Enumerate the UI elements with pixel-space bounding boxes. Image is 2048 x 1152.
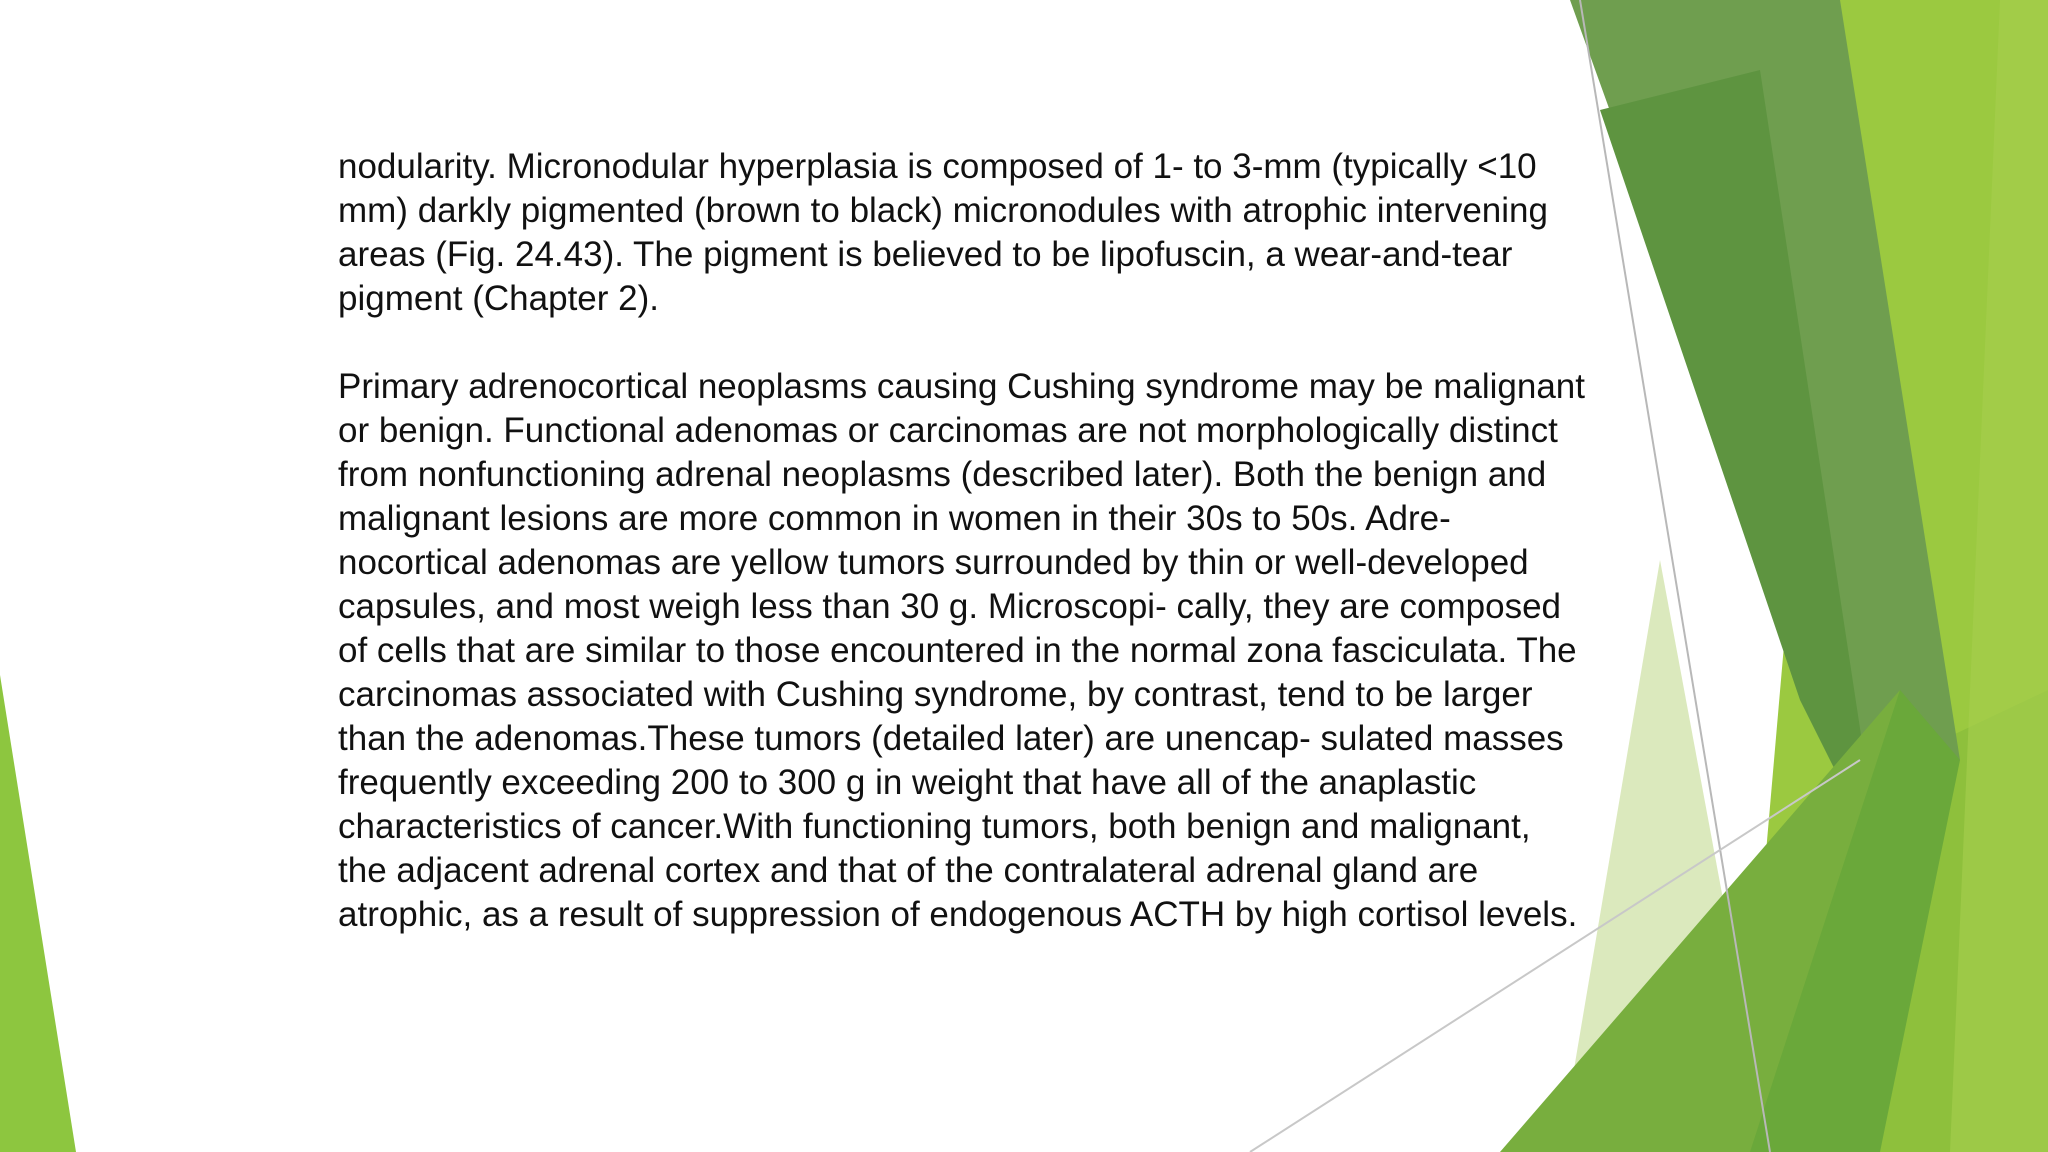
text-line: the adjacent adrenal cortex and that of the contralateral adrenal gland are (338, 851, 1479, 890)
paragraph-micronodular-hyperplasia (338, 145, 1678, 321)
text-line: nodularity. Micronodular hyperplasia is composed of 1- to 3-mm (typically <10 (338, 147, 1537, 186)
text-line: than the adenomas.These tumors (detailed later) are unencap- sulated masses (338, 719, 1564, 758)
text-line: of cells that are similar to those encountered in the normal zona fasciculata. The (338, 631, 1577, 670)
text-line: Primary adrenocortical neoplasms causing Cushing syndrome may be malignant (338, 367, 1585, 406)
text-line: from nonfunctioning adrenal neoplasms (described later). Both the benign and (338, 455, 1547, 494)
paragraph-gap (338, 321, 1678, 365)
text-line: carcinomas associated with Cushing syndrome, by contrast, tend to be larger (338, 675, 1533, 714)
left-green-wedge (0, 675, 76, 1152)
text-line: or benign. Functional adenomas or carcinomas are not morphologically distinct (338, 411, 1558, 450)
slide-body-text (338, 145, 1678, 937)
text-line: nocortical adenomas are yellow tumors surrounded by thin or well-developed (338, 543, 1529, 582)
text-line: capsules, and most weigh less than 30 g. Microscopi- cally, they are composed (338, 587, 1562, 626)
paragraph-adrenocortical-neoplasms (338, 365, 1678, 937)
text-line: atrophic, as a result of suppression of endogenous ACTH by high cortisol levels. (338, 895, 1578, 934)
text-line: mm) darkly pigmented (brown to black) micronodules with atrophic intervening (338, 191, 1548, 230)
text-line: characteristics of cancer.With functioning tumors, both benign and malignant, (338, 807, 1531, 846)
text-line: pigment (Chapter 2). (338, 279, 659, 318)
text-line: frequently exceeding 200 to 300 g in weight that have all of the anaplastic (338, 763, 1477, 802)
text-line: malignant lesions are more common in women in their 30s to 50s. Adre- (338, 499, 1451, 538)
text-line: areas (Fig. 24.43). The pigment is believed to be lipofuscin, a wear-and-tear (338, 235, 1513, 274)
